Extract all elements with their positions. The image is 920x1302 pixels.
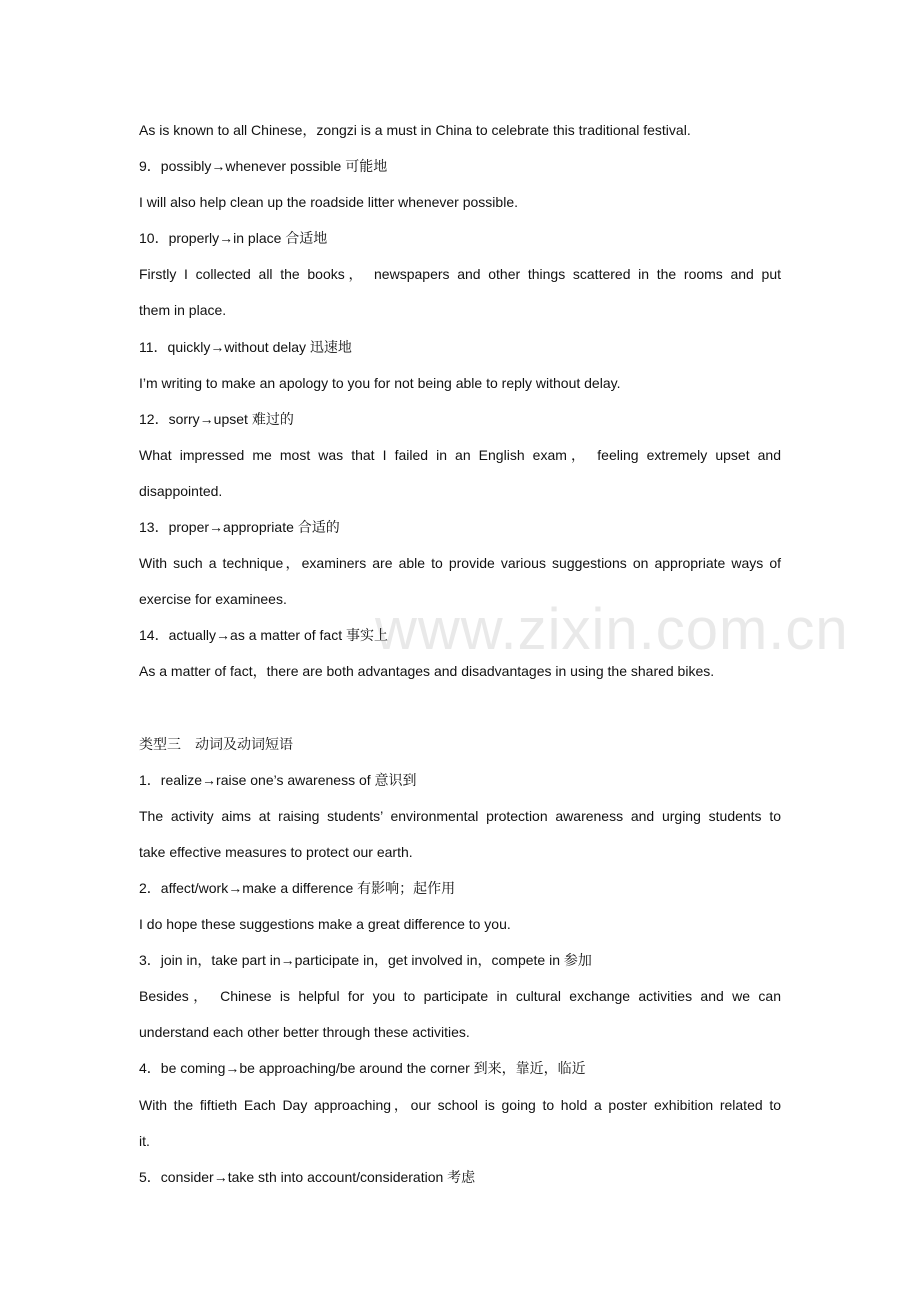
list-item-heading: 1．realize→raise one’s awareness of 意识到 <box>139 771 417 788</box>
list-item-heading: 10．properly→in place 合适地 <box>139 230 328 247</box>
section-heading: 类型三 动词及动词短语 <box>139 735 293 752</box>
text-line: What impressed me most was that I failed in an English exam， feeling extremely upset and <box>139 446 781 463</box>
list-item-heading: 13．proper→appropriate 合适的 <box>139 519 340 536</box>
text-line: I will also help clean up the roadside litter whenever possible. <box>139 194 518 211</box>
list-item-heading: 2．affect/work→make a difference 有影响；起作用 <box>139 879 456 896</box>
text-line: disappointed. <box>139 482 223 499</box>
text-line: Besides， Chinese is helpful for you to participate in cultural exchange activities and we can <box>139 988 781 1005</box>
text-line: With such a technique，examiners are able to provide various suggestions on appropriate ways of <box>139 555 781 572</box>
list-item-heading: 12．sorry→upset 难过的 <box>139 410 294 427</box>
text-line: With the fiftieth Each Day approaching，our school is going to hold a poster exhibition related to <box>139 1096 781 1113</box>
list-item-heading: 9．possibly→whenever possible 可能地 <box>139 158 388 175</box>
text-line: take effective measures to protect our earth. <box>139 843 413 860</box>
list-item-heading: 14．actually→as a matter of fact 事实上 <box>139 627 388 644</box>
blank-line <box>139 690 781 726</box>
list-item-heading: 3．join in，take part in→participate in，get involved in，compete in 参加 <box>139 952 592 969</box>
list-item-heading: 4．be coming→be approaching/be around the corner 到来，靠近，临近 <box>139 1060 586 1077</box>
text-line: I do hope these suggestions make a great difference to you. <box>139 916 511 933</box>
text-line: Firstly I collected all the books， newspapers and other things scattered in the rooms and put <box>139 266 781 283</box>
text-line: I’m writing to make an apology to you for not being able to reply without delay. <box>139 374 621 391</box>
text-line: The activity aims at raising students’ environmental protection awareness and urging students to <box>139 807 781 824</box>
list-item-heading: 11．quickly→without delay 迅速地 <box>139 338 352 355</box>
text-line: As is known to all Chinese，zongzi is a must in China to celebrate this traditional festival. <box>139 122 691 138</box>
text-line: it. <box>139 1132 150 1149</box>
text-line: them in place. <box>139 302 227 319</box>
text-line: understand each other better through these activities. <box>139 1024 470 1041</box>
document-body <box>139 112 781 1195</box>
list-item-heading: 5．consider→take sth into account/consideration 考虑 <box>139 1168 476 1185</box>
watermark: www.zixin.com.cn <box>375 597 849 662</box>
text-line: exercise for examinees. <box>139 591 287 608</box>
text-line: As a matter of fact，there are both advantages and disadvantages in using the shared bikes. <box>139 663 715 680</box>
